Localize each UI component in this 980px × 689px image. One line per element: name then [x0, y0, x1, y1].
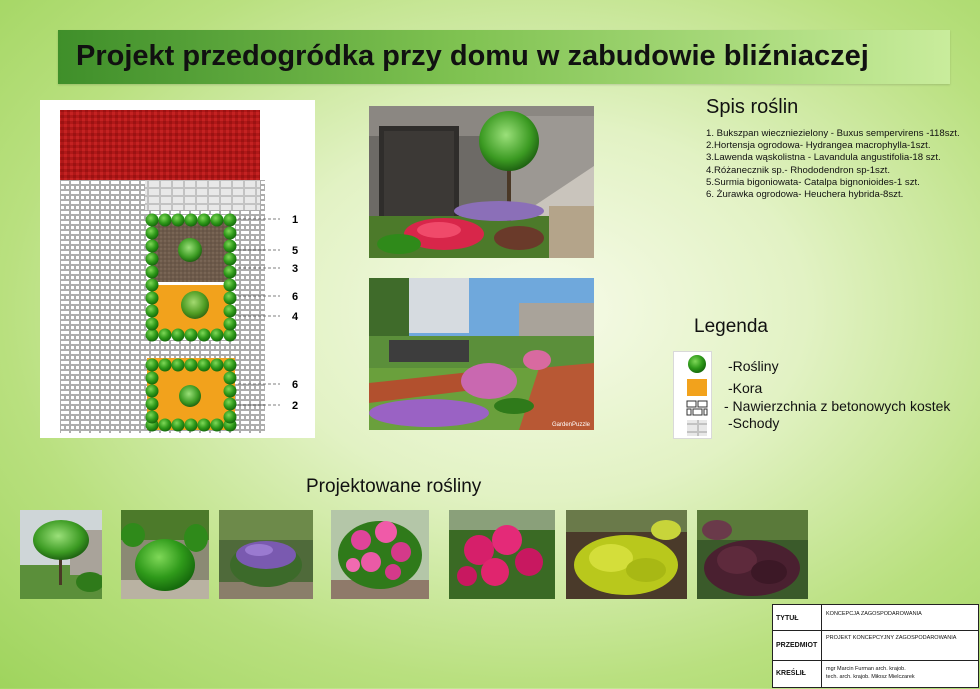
title-block [772, 604, 979, 688]
boxwood-shrub [146, 279, 159, 292]
boxwood-shrub [146, 359, 159, 372]
boxwood-shrub [224, 214, 237, 227]
boxwood-shrub [224, 385, 237, 398]
plant-symbol-icon [688, 355, 706, 373]
titleblock-value: KONCEPCJA ZAGOSPODAROWANIA [826, 611, 922, 617]
photo-watermark: GardenPuzzle [552, 422, 591, 428]
plan-marker: 3 [292, 263, 299, 275]
titleblock-value: mgr Marcin Furman arch. krajob. [826, 666, 906, 672]
boxwood-shrub [211, 329, 224, 342]
legend-swatches [673, 351, 712, 439]
boxwood-shrub [224, 359, 237, 372]
boxwood-shrub [146, 214, 159, 227]
plant-list-item: 3.Lawenda wąskolistna - Lavandula angustifolia-18 szt. [706, 152, 941, 164]
plan-marker: 4 [292, 311, 299, 323]
plant-photo-boxwood [121, 510, 209, 599]
legend-label: -Rośliny [728, 358, 779, 374]
plan-marker: 6 [292, 291, 299, 303]
boxwood-shrub [159, 359, 172, 372]
boxwood-shrub [172, 214, 185, 227]
plant-list-item: 4.Różanecznik sp.- Rhododendron sp-1szt. [706, 164, 890, 176]
plan-marker: 1 [292, 214, 299, 226]
boxwood-shrub [224, 266, 237, 279]
garden-photo-house [369, 106, 594, 258]
titleblock-value: PROJEKT KONCEPCYJNY ZAGOSPODAROWANIA [826, 635, 957, 641]
titleblock-key: KREŚLIŁ [776, 670, 806, 677]
projected-plants-heading: Projektowane rośliny [306, 476, 482, 497]
titleblock-value: tech. arch. krajob. Miłosz Mielczarek [826, 674, 915, 680]
boxwood-shrub [224, 372, 237, 385]
boxwood-shrub [224, 227, 237, 240]
plant-list [706, 128, 960, 201]
plan-marker: 5 [292, 245, 299, 257]
plant-list-item: 1. Bukszpan wieczniezielony - Buxus sempervirens -118szt. [706, 128, 960, 139]
boxwood-shrub [224, 318, 237, 331]
boxwood-shrub [146, 305, 159, 318]
boxwood-shrub [146, 240, 159, 253]
boxwood-shrub [224, 240, 237, 253]
boxwood-shrub [172, 359, 185, 372]
legend-label: - Nawierzchnia z betonowych kostek [724, 398, 951, 414]
plan-marker: 2 [292, 400, 299, 412]
plant-photo-lavender [219, 510, 313, 599]
legend-label: -Kora [728, 380, 763, 396]
boxwood-shrub [146, 292, 159, 305]
garden-plan [40, 100, 315, 438]
boxwood-shrub [172, 329, 185, 342]
boxwood-shrub [185, 329, 198, 342]
plant-photo-hydrangea [449, 510, 555, 599]
titleblock-key: TYTUŁ [776, 615, 799, 622]
boxwood-shrub [224, 279, 237, 292]
stairs-area [145, 180, 260, 210]
boxwood-shrub [146, 253, 159, 266]
plant-list-item: 2.Hortensja ogrodowa- Hydrangea macrophylla-1szt. [706, 140, 931, 152]
page-title: Projekt przedogródka przy domu w zabudowie bliźniaczej [76, 40, 869, 72]
garden-photo-path [369, 278, 594, 430]
plant-list-item: 6. Żurawka ogrodowa- Heuchera hybrida-8szt. [706, 189, 904, 201]
boxwood-shrub [198, 359, 211, 372]
boxwood-shrub [146, 266, 159, 279]
plant-list-heading: Spis roślin [706, 96, 799, 118]
boxwood-shrub [198, 214, 211, 227]
boxwood-shrub [185, 214, 198, 227]
boxwood-shrub [185, 359, 198, 372]
boxwood-shrub [146, 227, 159, 240]
boxwood-shrub [211, 214, 224, 227]
titleblock-key: PRZEDMIOT [776, 642, 818, 649]
boxwood-shrub [185, 419, 198, 432]
boxwood-shrub [146, 385, 159, 398]
boxwood-shrub [146, 372, 159, 385]
legend-label: -Schody [728, 415, 780, 431]
boxwood-shrub [198, 419, 211, 432]
boxwood-shrub [172, 419, 185, 432]
stairs-swatch-icon [687, 420, 707, 436]
boxwood-shrub [146, 411, 159, 424]
boxwood-shrub [211, 419, 224, 432]
boxwood-shrub [159, 329, 172, 342]
boxwood-shrub [224, 305, 237, 318]
paving-pattern-icon [687, 401, 707, 415]
roof-area [60, 110, 260, 180]
boxwood-shrub [146, 318, 159, 331]
boxwood-shrub [146, 398, 159, 411]
plant-list-item: 5.Surmia bigoniowata- Catalpa bignonioides-1 szt. [706, 176, 920, 188]
boxwood-shrub [224, 292, 237, 305]
boxwood-shrub [198, 329, 211, 342]
boxwood-shrub [224, 411, 237, 424]
plant-photo-catalpa [20, 510, 102, 599]
plant-photo-rhododendron [331, 510, 429, 599]
legend-heading: Legenda [694, 316, 768, 337]
boxwood-shrub [159, 419, 172, 432]
plan-marker: 6 [292, 379, 299, 391]
title-banner [58, 30, 950, 84]
boxwood-shrub [159, 214, 172, 227]
plant-photo-heuchera-purple [697, 510, 808, 599]
plant-photo-heuchera-lime [566, 510, 687, 599]
boxwood-shrub [224, 398, 237, 411]
bark-swatch-icon [687, 379, 707, 396]
boxwood-shrub [224, 253, 237, 266]
boxwood-shrub [211, 359, 224, 372]
